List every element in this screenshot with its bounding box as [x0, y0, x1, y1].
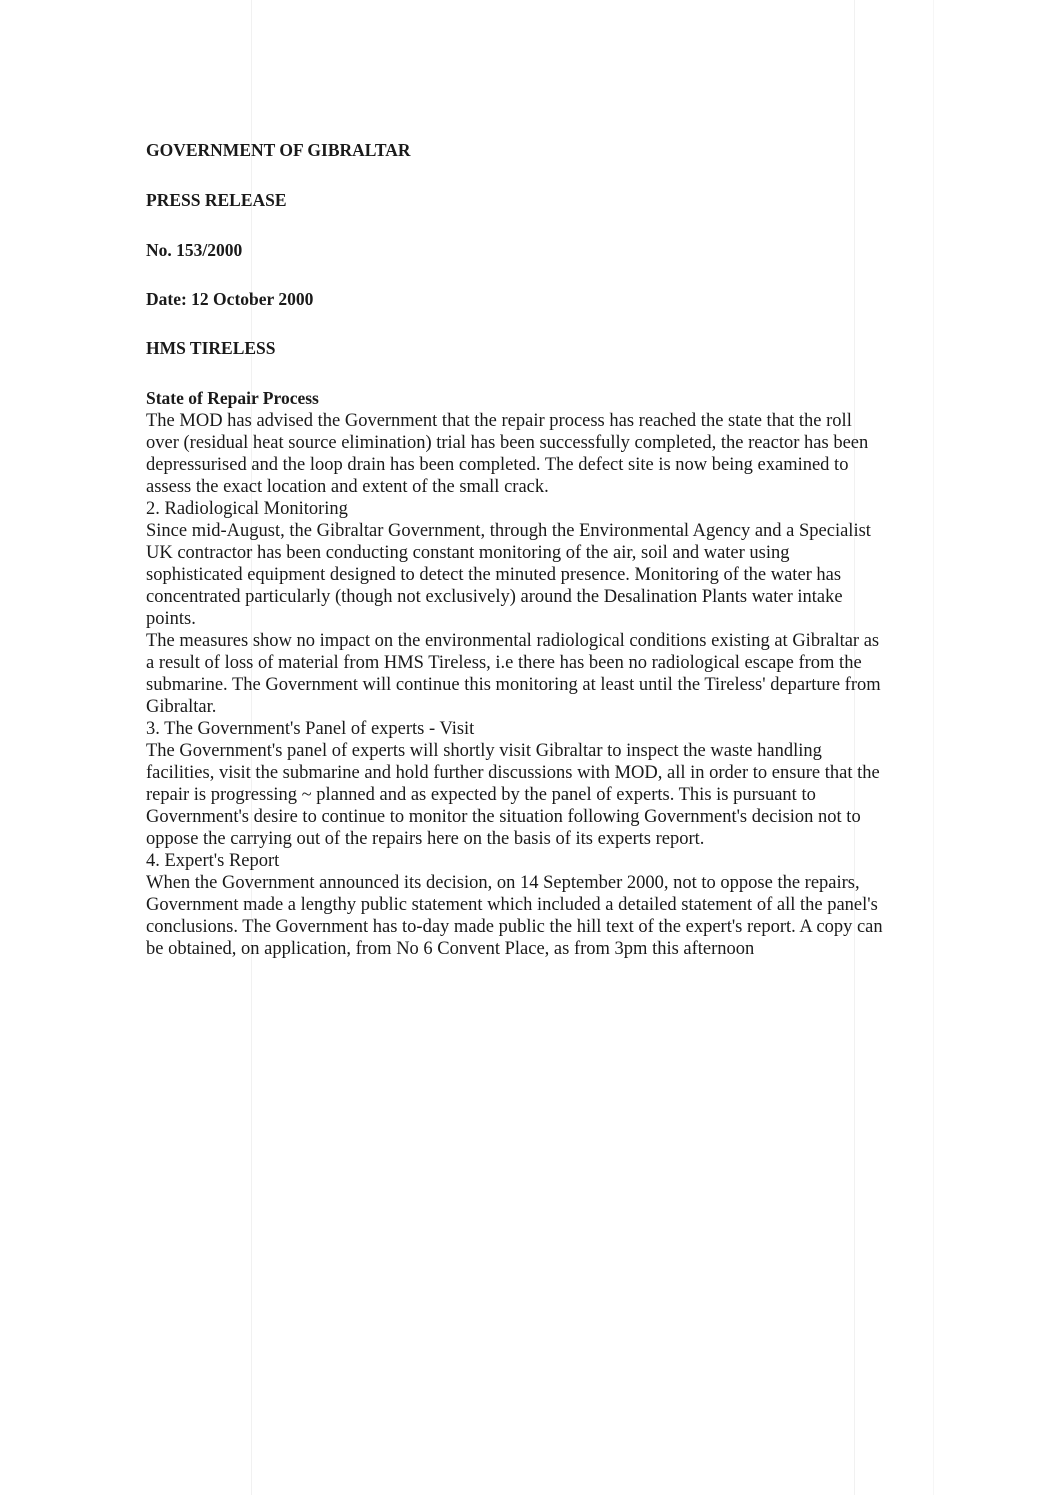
section-3-paragraph: The Government's panel of experts will shortly visit Gibraltar to inspect the waste handling facilities, visit the submarine and hold further discussions with MOD, all in order to ensure that the repair is progressing ~ planned and as expected by the panel of experts. This is pursuant to Government's desire to continue to monitor the situation following Government's decision not to oppose the carrying out of the repairs here on the basis of its experts report. — [146, 741, 880, 849]
section-title: State of Repair Process — [146, 388, 319, 408]
release-number: No. 153/2000 — [146, 240, 243, 260]
document-type-heading: PRESS RELEASE — [146, 190, 287, 210]
scan-artifact-line — [933, 0, 934, 1495]
organisation-heading: GOVERNMENT OF GIBRALTAR — [146, 140, 411, 160]
section-3-heading: 3. The Government's Panel of experts - Visit — [146, 719, 475, 739]
subject-heading: HMS TIRELESS — [146, 338, 276, 358]
section-2-paragraph-1: Since mid-August, the Gibraltar Government, through the Environmental Agency and a Specialist UK contractor has been conducting constant monitoring of the air, soil and water using sophisticated equipment designed to detect the minuted presence. Monitoring of the water has concentrated particularly (though not exclusively) around the Desalination Plants water intake points. — [146, 521, 871, 629]
section-2-paragraph-2: The measures show no impact on the environmental radiological conditions existing at Gibraltar as a result of loss of material from HMS Tireless, i.e there has been no radiological escape from the submarine. The Government will continue this monitoring at least until the Tireless' departure from Gibraltar. — [146, 631, 881, 717]
section-4-heading: 4. Expert's Report — [146, 851, 280, 871]
section-4-paragraph: When the Government announced its decision, on 14 September 2000, not to oppose the repairs, Government made a lengthy public statement which included a detailed statement of all the panel's conclusions. The Government has to-day made public the hill text of the expert's report. A copy can be obtained, on application, from No 6 Convent Place, as from 3pm this afternoon — [146, 873, 883, 959]
release-date: Date: 12 October 2000 — [146, 289, 314, 309]
intro-paragraph: The MOD has advised the Government that the repair process has reached the state that the roll over (residual heat source elimination) trial has been successfully completed, the reactor has been depressurised and the loop drain has been completed. The defect site is now being examined to assess the exact location and extent of the small crack. — [146, 411, 869, 497]
section-2-heading: 2. Radiological Monitoring — [146, 499, 348, 519]
press-release-body — [146, 138, 886, 960]
